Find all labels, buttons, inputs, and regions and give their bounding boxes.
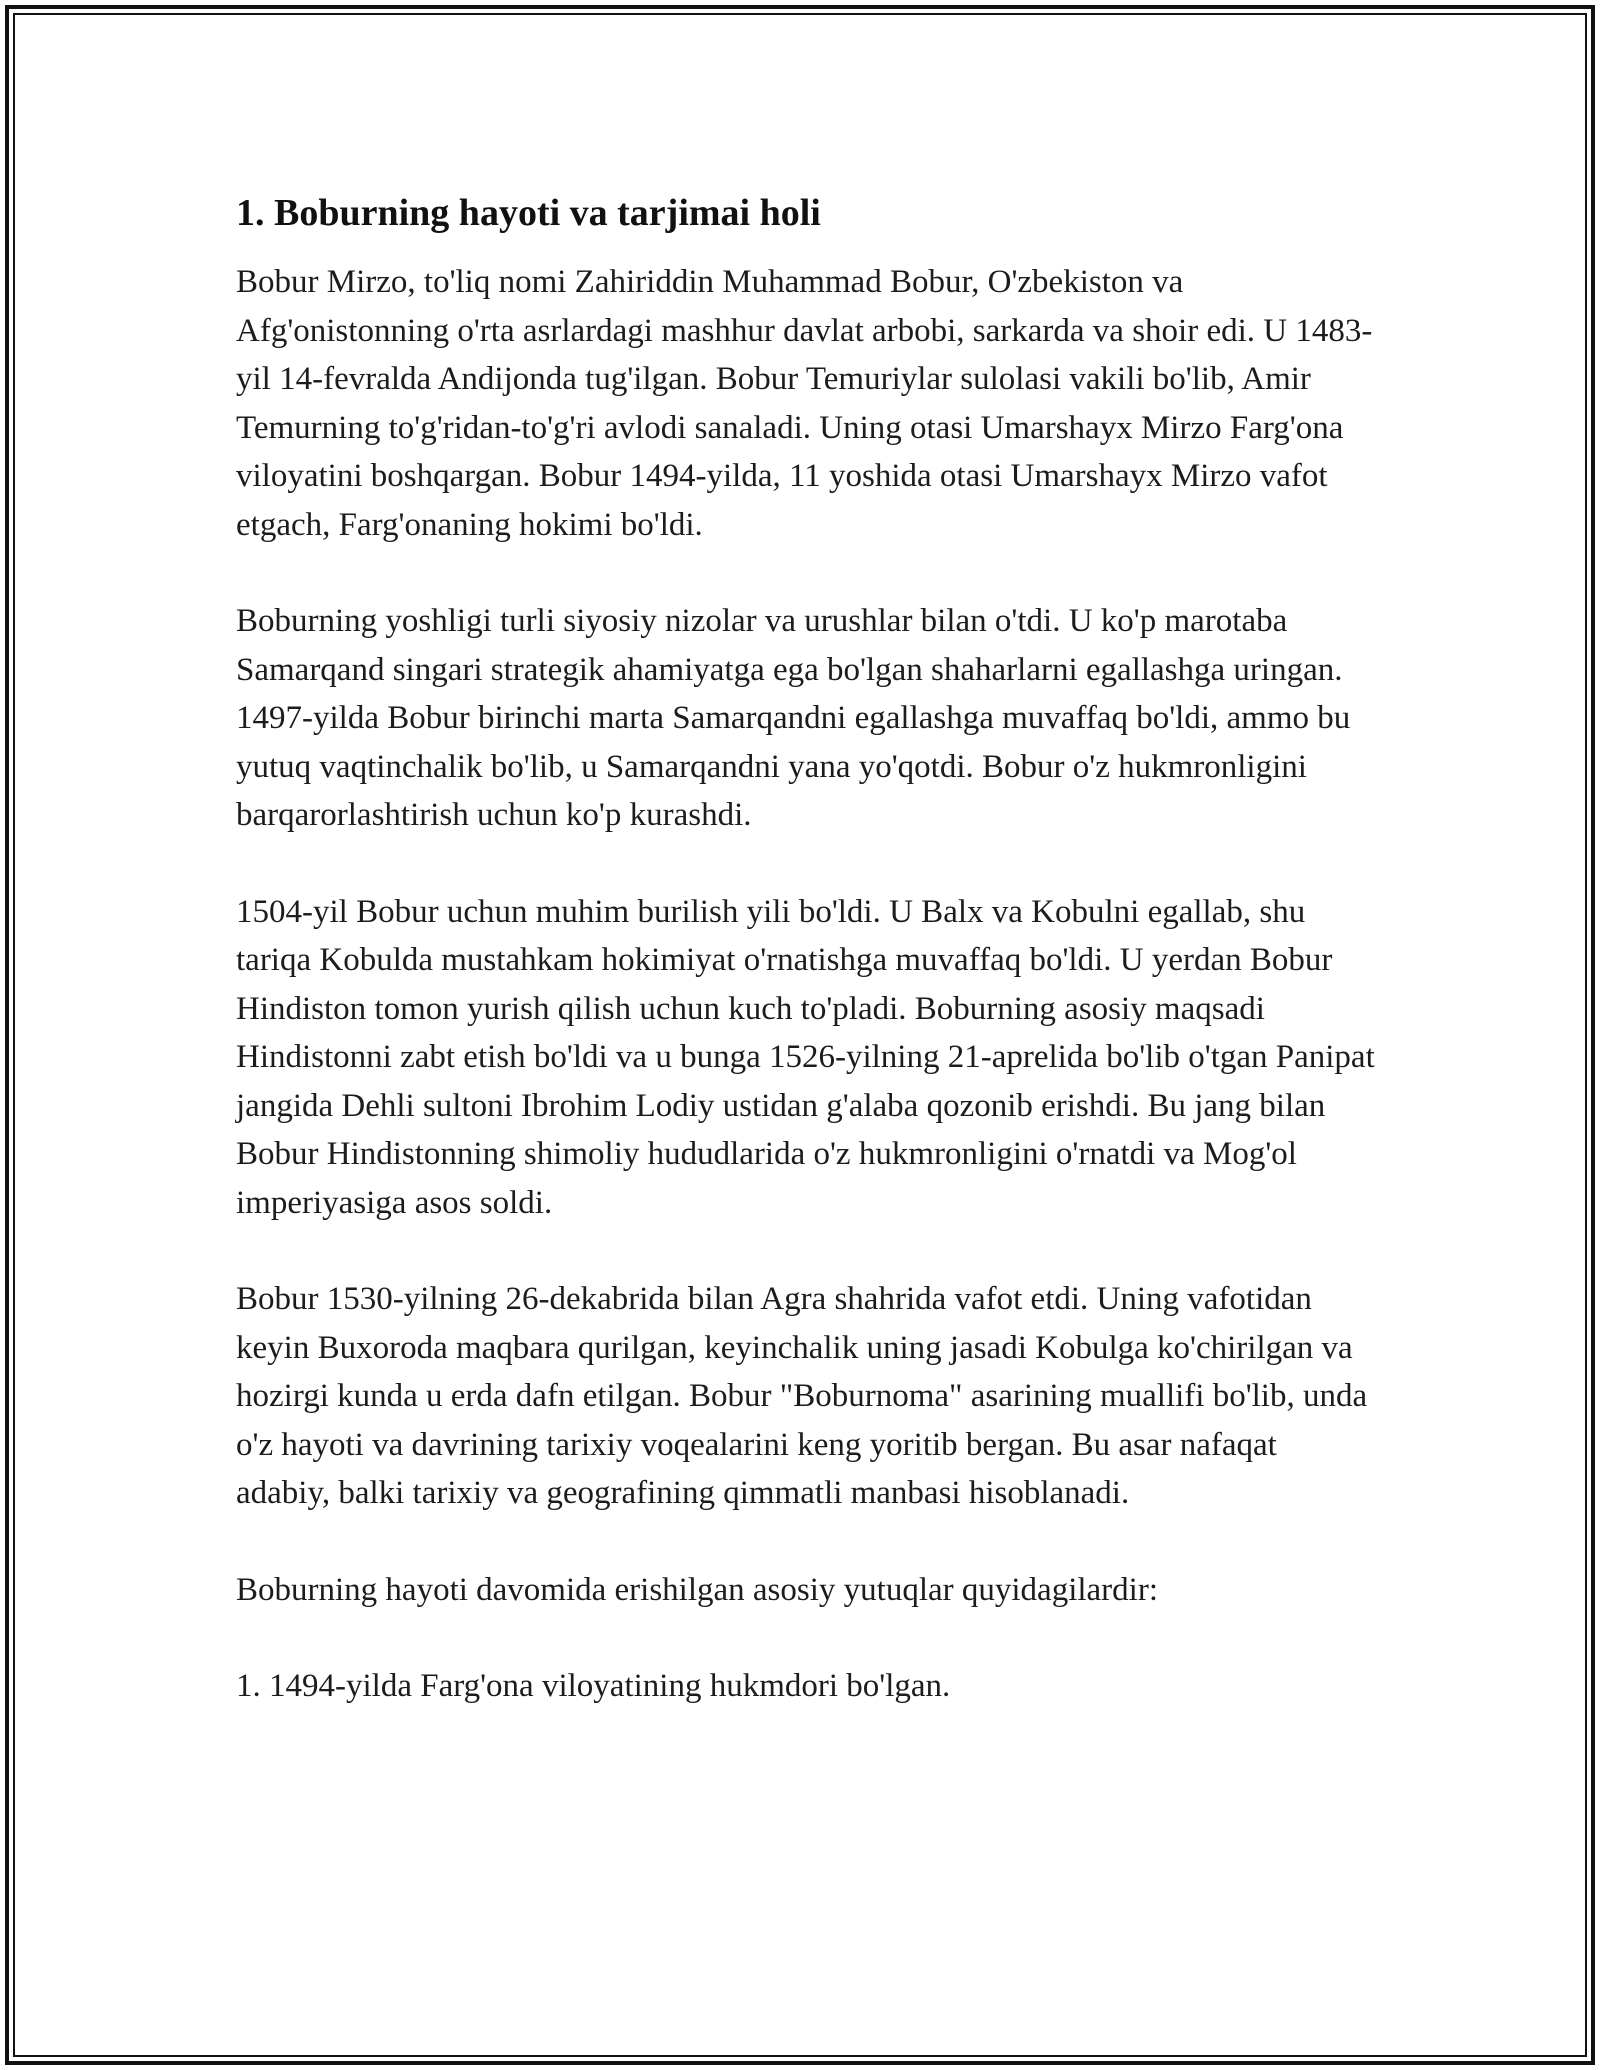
- list-item: 1. 1494-yilda Farg'ona viloyatining hukmdori bo'lgan.: [236, 1668, 951, 1704]
- document-body: [236, 186, 1376, 1759]
- paragraph-death-legacy: Bobur 1530-yilning 26-dekabrida bilan Agra shahrida vafot etdi. Uning vafotidan keyin Buxoroda maqbara qurilgan, keyinchalik uning jasadi Kobulga ko'chirilgan va hozirgi kunda u erda dafn etilgan. Bobur "Boburnoma" asarining muallifi bo'lib, unda o'z hayoti va davrining tarixiy voqealarini keng yoritib bergan. Bu asar nafaqat adabiy, balki tarixiy va geografining qimmatli manbasi hisoblanadi.: [236, 1281, 1368, 1511]
- paragraph-conquest: 1504-yil Bobur uchun muhim burilish yili bo'ldi. U Balx va Kobulni egallab, shu tariqa Kobulda mustahkam hokimiyat o'rnatishga muvaffaq bo'ldi. U yerdan Bobur Hindiston tomon yurish qilish uchun kuch to'pladi. Boburning asosiy maqsadi Hindistonni zabt etish bo'ldi va u bunga 1526-yilning 21-aprelida bo'lib o'tgan Panipat jangida Dehli sultoni Ibrohim Lodiy ustidan g'alaba qozonib erishdi. Bu jang bilan Bobur Hindistonning shimoliy hududlarida o'z hukmronligini o'rnatdi va Mog'ol imperiyasiga asos soldi.: [236, 893, 1375, 1221]
- paragraph-youth: Boburning yoshligi turli siyosiy nizolar va urushlar bilan o'tdi. U ko'p marotaba Samarqand singari strategik ahamiyatga ega bo'lgan shaharlarni egallashga uringan. 1497-yilda Bobur birinchi marta Samarqandni egallashga muvaffaq bo'ldi, ammo bu yutuq vaqtinchalik bo'lib, u Samarqandni yana yo'qotdi. Bobur o'z hukmronligini barqarorlashtirish uchun ko'p kurashdi.: [236, 603, 1351, 833]
- paragraph-achievements-intro: Boburning hayoti davomida erishilgan asosiy yutuqlar quyidagilardir:: [236, 1571, 1159, 1608]
- section-heading: 1. Boburning hayoti va tarjimai holi: [236, 192, 821, 234]
- paragraph-intro: Bobur Mirzo, to'liq nomi Zahiriddin Muhammad Bobur, O'zbekiston va Afg'onistonning o'rta asrlardagi mashhur davlat arbobi, sarkarda va shoir edi. U 1483-yil 14-fevralda Andijonda tug'ilgan. Bobur Temuriylar sulolasi vakili bo'lib, Amir Temurning to'g'ridan-to'g'ri avlodi sanaladi. Uning otasi Umarshayx Mirzo Farg'ona viloyatini boshqargan. Bobur 1494-yilda, 11 yoshida otasi Umarshayx Mirzo vafot etgach, Farg'onaning hokimi bo'ldi.: [236, 264, 1373, 543]
